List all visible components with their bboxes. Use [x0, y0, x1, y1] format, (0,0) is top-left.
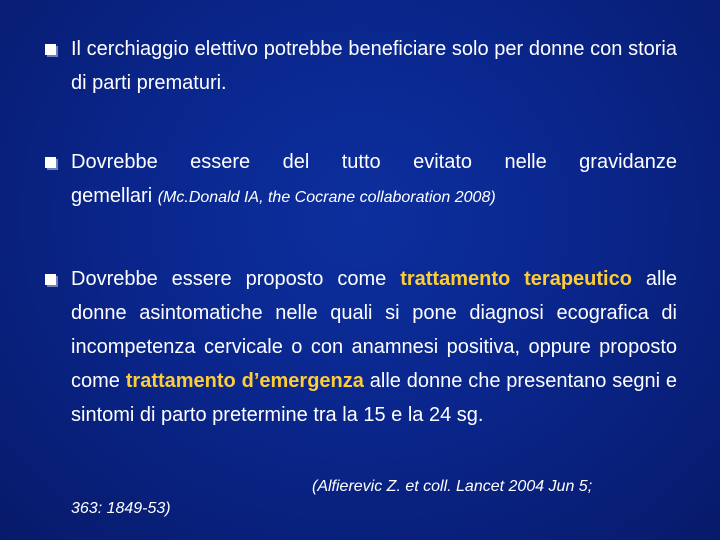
- bullet-text-2-word: gemellari: [71, 185, 153, 207]
- citation: (Mc.Donald IA, the Cocrane collaboration 2008): [157, 189, 496, 206]
- bullet-3-segment-1: Dovrebbe essere proposto come: [71, 268, 387, 290]
- reference-part-2: 363: 1849-53): [71, 500, 171, 517]
- square-bullet-icon: [45, 157, 56, 168]
- bullet-text-2-line-1: Dovrebbe essere del tutto evitato nelle gravidanze: [71, 151, 677, 173]
- square-bullet-icon: [45, 274, 56, 285]
- bullet-text-1: Il cerchiaggio elettivo potrebbe beneficiare solo per donne con storia di parti prematuri.: [71, 38, 677, 94]
- bullet-text-2: [71, 145, 677, 215]
- highlight-trattamento-emergenza: trattamento d’emergenza: [125, 370, 364, 392]
- bullet-text-2-line-2: [71, 179, 677, 215]
- bullet-3-segment-2: alle donne asintomatiche nelle quali si pone diagnosi ecografica di incompetenza cervicale o con anamnesi positiva, oppure proposto come: [71, 268, 678, 392]
- bullet-3-segment-3: alle donne che presentano segni e sintomi di parto pretermine tra la 15 e la 24 sg.: [71, 370, 677, 426]
- highlight-trattamento-terapeutico: trattamento terapeutico: [400, 268, 632, 290]
- bullet-text-3: [71, 262, 677, 432]
- reference-part-1: (Alfierevic Z. et coll. Lancet 2004 Jun 5;: [312, 478, 593, 495]
- square-bullet-icon: [45, 44, 56, 55]
